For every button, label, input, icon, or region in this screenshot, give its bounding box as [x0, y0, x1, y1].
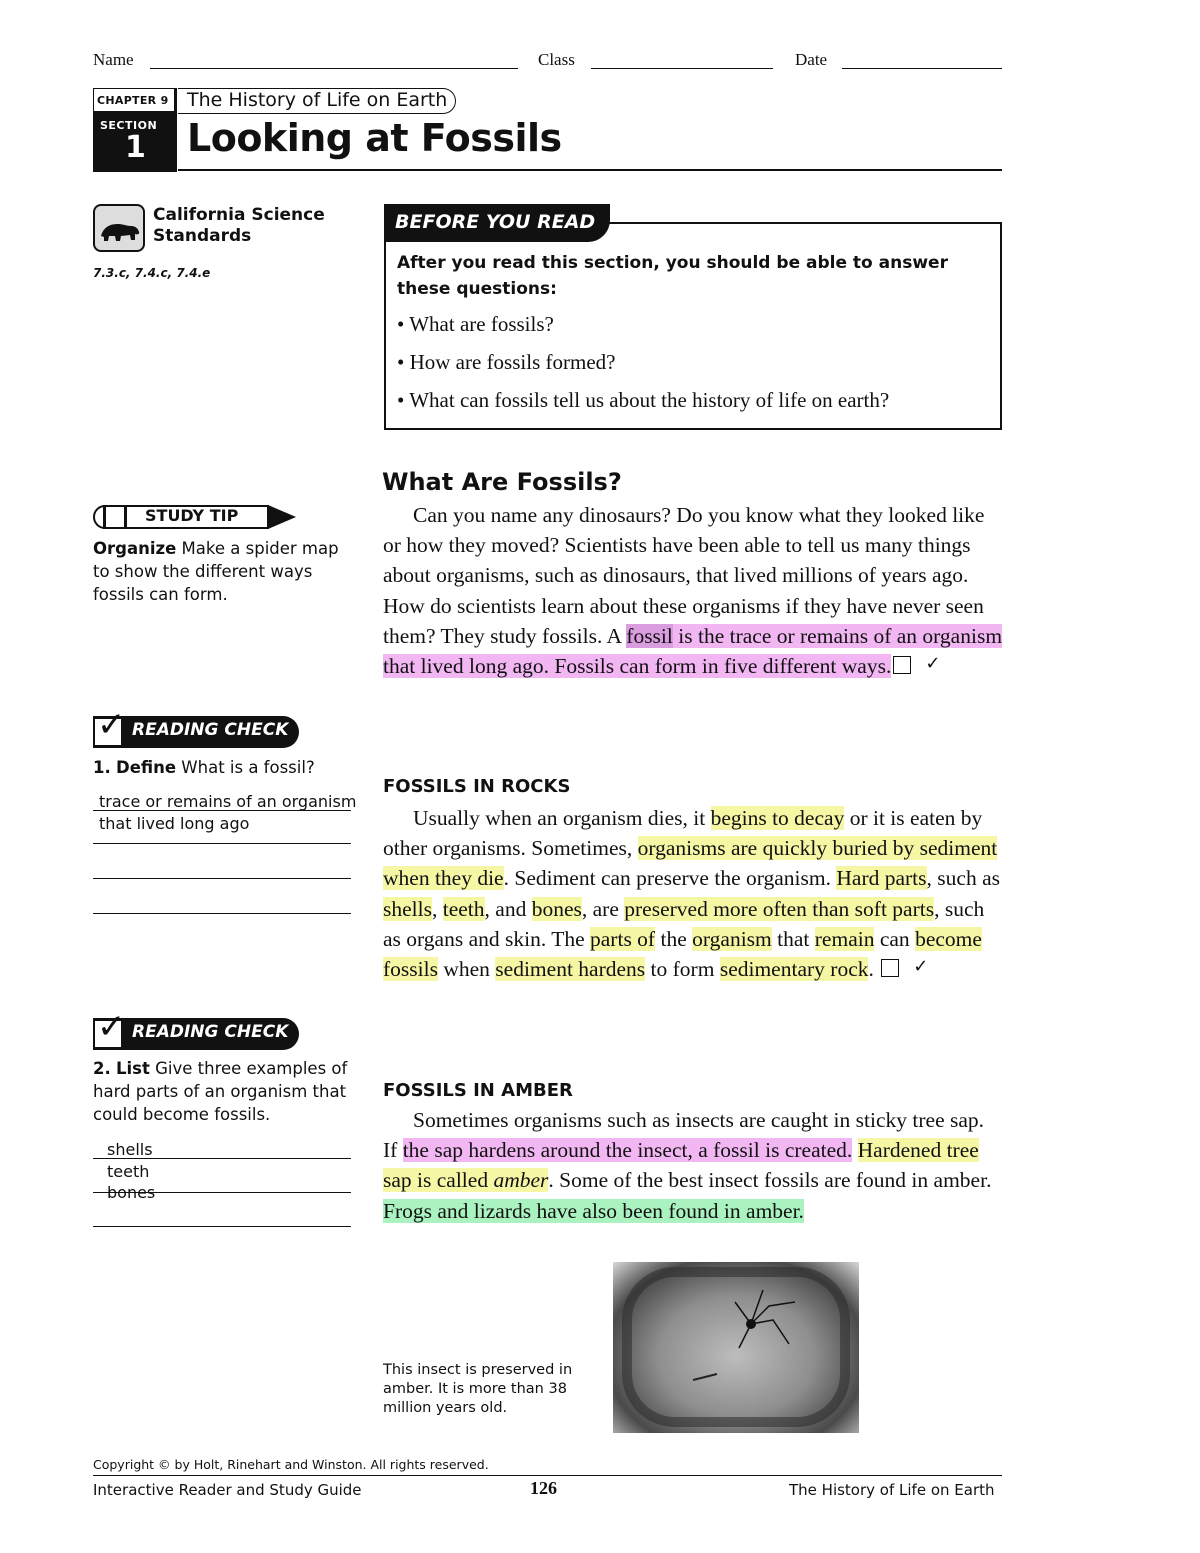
footer-book-title: Interactive Reader and Study Guide [93, 1481, 362, 1499]
study-tip-bands [103, 505, 127, 529]
fossil-definition-highlight: is the trace or remains of an organism that lived long ago. Fossils can form in five different ways. [383, 623, 1003, 679]
reading-check-marker [881, 959, 899, 977]
answer-line [93, 1158, 351, 1159]
section-title: Looking at Fossils [187, 116, 562, 160]
name-field[interactable] [150, 68, 518, 69]
what-are-fossils-heading: What Are Fossils? [382, 468, 622, 496]
answer-1-line-2[interactable]: that lived long ago [99, 814, 250, 833]
date-field[interactable] [842, 68, 1002, 69]
answer-line [93, 810, 351, 811]
reading-check-marker [893, 656, 911, 674]
fossils-in-amber-heading: FOSSILS IN AMBER [383, 1080, 573, 1101]
name-label: Name [93, 50, 134, 69]
answer-2-line-3[interactable]: bones [107, 1183, 156, 1202]
paragraph-rocks: Usually when an organism dies, it begins to decay or it is eaten by other organisms. Sometimes, organisms are quickly buried by sediment when they die. Sediment can preserve the organism. Hard parts, such as shells, teeth, and bones, are preserved more often than soft parts, such as organs and skin. The parts of the organism that remain can become fossils when sediment hardens to form sedimentary rock. ✓ [383, 803, 1003, 984]
answer-line [93, 1192, 351, 1193]
copyright-notice: Copyright © by Holt, Rinehart and Winston. All rights reserved. [93, 1457, 489, 1472]
before-you-read-label: BEFORE YOU READ [395, 211, 596, 233]
california-bear-icon [93, 204, 145, 252]
class-label: Class [538, 50, 575, 69]
checkmark-icon: ✓ [93, 717, 123, 747]
chapter-label: CHAPTER 9 [97, 94, 169, 107]
title-rule [178, 169, 1002, 171]
question-2: • How are fossils formed? [397, 350, 616, 374]
study-tip-label: STUDY TIP [145, 506, 239, 525]
question-3: • What can fossils tell us about the history of life on earth? [397, 388, 890, 412]
amber-fossil-image [613, 1262, 859, 1433]
footer-chapter-title: The History of Life on Earth [789, 1481, 995, 1499]
paragraph-fossils: Can you name any dinosaurs? Do you know what they looked like or how they moved? Scientists have been able to tell us many things about organisms, such as dinosaurs, that lived millions of years ago. How do scientists learn about these organisms if they have never seen them? They study fossils. A fossil is the trace or remains of an organism that lived long ago. Fossils can form in five different ways.✓ [383, 500, 1003, 681]
chapter-title: The History of Life on Earth [187, 89, 448, 111]
reading-check-1-label: READING CHECK [132, 720, 289, 740]
standards-title: California Science Standards [153, 205, 325, 246]
answer-1-line-1[interactable]: trace or remains of an organism [99, 792, 357, 811]
study-tip-text: Organize Make a spider map to show the different ways fossils can form. [93, 539, 339, 604]
reading-check-2-question: 2. List Give three examples of hard parts of an organism that could become fossils. [93, 1059, 348, 1124]
fossils-in-rocks-heading: FOSSILS IN ROCKS [383, 776, 571, 797]
fossil-term: fossil [626, 623, 673, 648]
answer-line [93, 843, 351, 844]
before-you-read-intro: After you read this section, you should be able to answer these questions: [397, 253, 948, 299]
section-label: SECTION [100, 119, 158, 132]
pencil-tip-icon [268, 505, 296, 529]
answer-line [93, 878, 351, 879]
footer-rule [93, 1475, 1002, 1476]
question-1: • What are fossils? [397, 312, 554, 336]
paragraph-amber: Sometimes organisms such as insects are caught in sticky tree sap. If the sap hardens around the insect, a fossil is created. Hardened tree sap is called amber. Some of the best insect fossils are found in amber. Frogs and lizards have also been found in amber. [383, 1108, 992, 1223]
answer-2-line-1[interactable]: shells [107, 1140, 153, 1159]
answer-line [93, 1226, 351, 1227]
date-label: Date [795, 50, 828, 69]
class-field[interactable] [591, 68, 773, 69]
page-number: 126 [530, 1478, 557, 1498]
checkmark-icon: ✓ [93, 1019, 123, 1049]
section-number: 1 [125, 130, 146, 165]
answer-line [93, 913, 351, 914]
amber-caption: This insect is preserved in amber. It is more than 38 million years old. [383, 1362, 573, 1416]
reading-check-2-label: READING CHECK [132, 1022, 289, 1042]
standards-codes: 7.3.c, 7.4.c, 7.4.e [93, 266, 211, 280]
reading-check-1-question: 1. Define What is a fossil? [93, 758, 315, 777]
answer-2-line-2[interactable]: teeth [107, 1162, 150, 1181]
